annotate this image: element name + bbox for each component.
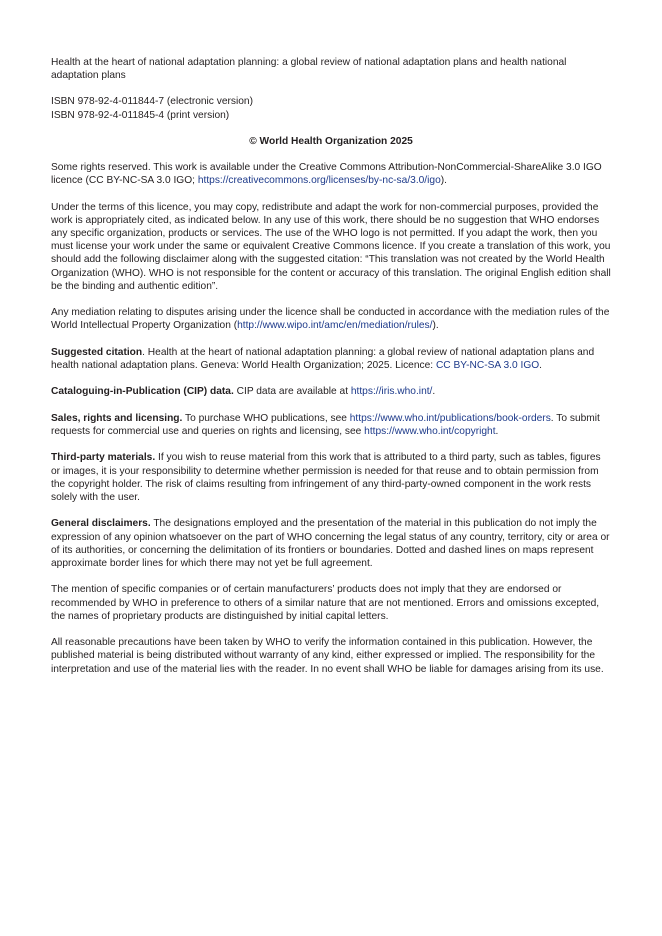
sales-text-2: . To submit requests for commercial use and queries on rights and licensing, see — [51, 412, 600, 437]
suggested-citation-after: . — [539, 360, 543, 372]
copyright-notice: © World Health Organization 2025 — [249, 135, 413, 147]
third-party-heading: Third-party materials. — [51, 452, 156, 464]
book-orders-link[interactable]: https://www.who.int/publications/book-orders — [349, 412, 551, 424]
precautions-paragraph: All reasonable precautions have been taken by WHO to verify the information contained in this publication. However, the published material is being distributed without warranty of any kind, either expressed or implied. The responsibility for the interpretation and use of the material lies with the reader. In no event shall WHO be liable for damages arising from its use. — [51, 637, 604, 675]
rights-paragraph — [51, 161, 611, 187]
wipo-link[interactable]: http://www.wipo.int/amc/en/mediation/rules/ — [237, 320, 433, 332]
suggested-citation-text: . Health at the heart of national adaptation planning: a global review of national adaptation plans and health national adaptation plans. Geneva: World Health Organization; 2025. Licence: — [51, 346, 595, 372]
copyright-page — [51, 56, 611, 689]
cip-heading: Cataloguing-in-Publication (CIP) data. — [51, 386, 234, 398]
rights-text: Some rights reserved. This work is available under the Creative Commons Attribution-NonCommercial-ShareAlike 3.0 IGO licence (CC BY-NC-SA 3.0 IGO; — [51, 162, 602, 187]
third-party-paragraph — [51, 451, 611, 504]
general-disclaimers-paragraph — [51, 517, 611, 570]
mediation-after: ). — [432, 320, 439, 332]
general-disclaimers-heading: General disclaimers. — [51, 518, 151, 530]
sales-text-1: To purchase WHO publications, see — [182, 412, 350, 424]
suggested-citation-paragraph — [51, 346, 611, 372]
isbn-electronic: ISBN 978-92-4-011844-7 (electronic version) — [51, 96, 253, 108]
rights-after: ). — [440, 175, 447, 187]
suggested-citation-heading: Suggested citation — [51, 346, 143, 358]
sales-after: . — [495, 426, 499, 437]
iris-link[interactable]: https://iris.who.int/ — [350, 386, 433, 398]
companies-paragraph: The mention of specific companies or of certain manufacturers’ products does not imply that they are endorsed or recommended by WHO in preference to others of a similar nature that are not mentioned. Errors and omissions excepted, the names of proprietary products are distinguished by initial capital letters. — [51, 584, 600, 622]
isbn-block — [51, 95, 611, 121]
sales-paragraph — [51, 412, 611, 438]
sales-heading: Sales, rights and licensing. — [51, 412, 183, 424]
cip-after: . — [432, 386, 436, 398]
general-disclaimers-text: The designations employed and the presentation of the material in this publication do not imply the expression of any opinion whatsoever on the part of WHO concerning the legal status of any country, territory, city or area or of its authorities, or concerning the delimitation of its frontiers or boundaries. Dotted and dashed lines on maps represent approximate border lines for which there may not yet be full agreement. — [51, 518, 610, 569]
licence-terms-paragraph: Under the terms of this licence, you may copy, redistribute and adapt the work for non-commercial purposes, provided the work is appropriately cited, as indicated below. In any use of this work, there should be no suggestion that WHO endorses any specific organization, products or services. The use of the WHO logo is not permitted. If you adapt the work, then you must license your work under the same or equivalent Creative Commons licence. If you create a translation of this work, you should add the following disclaimer along with the suggested citation: “This translation was not created by the World Health Organization (WHO). WHO is not responsible for the content or accuracy of this translation. The original English edition shall be the binding and authentic edition”. — [51, 201, 611, 292]
publication-title: Health at the heart of national adaptation planning: a global review of national adaptation plans and health national adaptation plans — [51, 57, 567, 82]
mediation-paragraph — [51, 306, 611, 332]
isbn-print: ISBN 978-92-4-011845-4 (print version) — [51, 109, 230, 121]
cip-text: CIP data are available at — [233, 386, 351, 398]
third-party-text: If you wish to reuse material from this work that is attributed to a third party, such as tables, figures or images, it is your responsibility to determine whether permission is needed for that reuse and to obtain permission from the copyright holder. The risk of claims resulting from infringement of any third-party-owned component in the work rests solely with the user. — [51, 452, 601, 503]
creative-commons-link[interactable]: https://creativecommons.org/licenses/by-nc-sa/3.0/igo — [197, 175, 441, 187]
copyright-link[interactable]: https://www.who.int/copyright — [364, 426, 496, 437]
mediation-text: Any mediation relating to disputes arising under the licence shall be conducted in accordance with the mediation rules of the World Intellectual Property Organization ( — [51, 307, 610, 332]
licence-link[interactable]: CC BY-NC-SA 3.0 IGO — [435, 360, 540, 372]
cip-paragraph — [51, 385, 611, 398]
